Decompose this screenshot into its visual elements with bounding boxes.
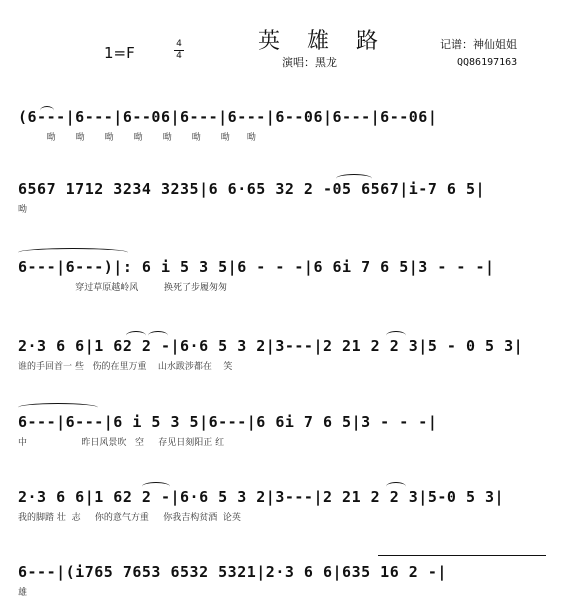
line-notes: 2·3 6 6|1 62 2 -|6·6 5 3 2|3---|2 21 2 2 3|5 - 0 5 3| [18, 337, 524, 355]
line-notes: 6---|(i765 7653 6532 5321|2·3 6 6|635 16 2 -| [18, 563, 447, 581]
score-line-3 [18, 258, 568, 308]
line-notes: 2·3 6 6|1 62 2 -|6·6 5 3 2|3---|2 21 2 2 3|5-0 5 3| [18, 488, 505, 506]
line-notes: (6---|6---|6--06|6---|6---|6--06|6---|6--06| [18, 108, 438, 126]
line-notes: 6---|6---)|: 6 i 5 3 5|6 - - -|6 6i 7 6 5|3 - - -| [18, 258, 495, 276]
song-title: 英 雄 路 [258, 29, 388, 54]
line-lyrics: 呦 呦 呦 呦 呦 呦 呦 呦 [18, 133, 256, 143]
line-lyrics: 呦 [18, 205, 28, 215]
score-line-2 [18, 180, 568, 230]
time-signature [174, 40, 184, 61]
singer-credit: 演唱：黑龙 [282, 56, 337, 69]
score-line-4 [18, 337, 568, 387]
key-signature: 1=F [104, 44, 135, 62]
score-line-7 [18, 563, 568, 613]
score-line-6 [18, 488, 568, 538]
contact-number: QQ86197163 [457, 57, 518, 68]
line-notes: 6---|6---|6 i 5 3 5|6---|6 6i 7 6 5|3 - - -| [18, 413, 438, 431]
tie [18, 248, 128, 257]
line-lyrics: 我的脚踏 壮 志 你的意气方重 你我吉构贫酒 论英 [18, 513, 241, 523]
line-lyrics: 雄 [18, 588, 28, 598]
line-lyrics: 谁的手回首一 些 伤的在里万重 山水跋涉都在 笑 [18, 362, 233, 372]
line-notes: 6567 1712 3234 3235|6 6·65 32 2 -05 6567|i-7 6 5| [18, 180, 486, 198]
line-lyrics: 穿过草原越岭风 换死了步履匆匆 [18, 283, 227, 293]
time-signature-bottom: 4 [176, 51, 182, 61]
score-line-5 [18, 413, 568, 463]
line-lyrics: 中 昨日风景吹 空 存见日刻阳正 红 [18, 438, 225, 448]
tie [18, 403, 98, 412]
score-line-1 [18, 108, 568, 158]
time-signature-top: 4 [176, 39, 182, 49]
transcriber-credit: 记谱：神仙姐姐 [440, 38, 517, 51]
